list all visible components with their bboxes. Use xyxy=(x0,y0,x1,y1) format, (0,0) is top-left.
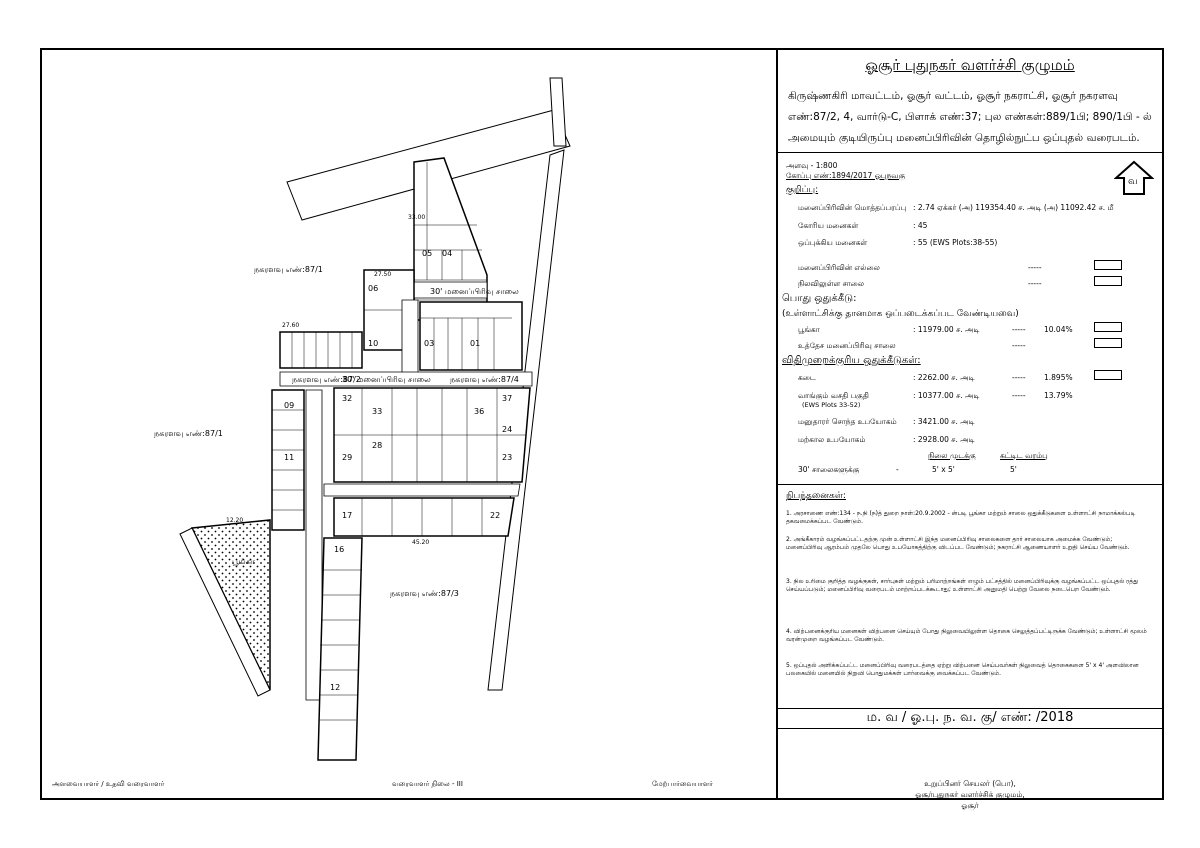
approved-plots-label: ஒப்புக்கிய மனைகள் xyxy=(798,238,868,247)
notes-heading: குறிப்பு: xyxy=(786,185,819,195)
splay-row-dash: - xyxy=(896,465,899,474)
layout-map-drawing xyxy=(42,50,776,798)
survey-label-87-4: நகரளவு எண்:87/4 xyxy=(450,375,519,384)
left-small-block xyxy=(280,332,362,368)
plot-number: 16 xyxy=(334,545,345,554)
approved-plots-value: : 55 (EWS Plots:38-55) xyxy=(913,238,998,247)
other-use-label: மற்கால உபயோகம் xyxy=(798,435,866,444)
info-panel xyxy=(778,50,1162,810)
plot-number: 33 xyxy=(372,407,383,416)
condition-item: 1. அரசாணை எண்:134 - ந.நி (ந)த் துறை நாள்:20.9.2002 - ன்படி பூங்கா மற்றும் சாலை ஒதுக்கீடுகளை உள்ளாட்சி நாமாக்கல்படி தகவமைக்கப்பட வேண்டும். xyxy=(786,510,1136,525)
legend-road-dash: ----- xyxy=(1028,279,1042,288)
plot-number: 24 xyxy=(502,425,513,434)
plot-number: 17 xyxy=(342,511,353,520)
shop-block xyxy=(420,302,522,370)
signature-line: ஓசூர் xyxy=(961,801,979,810)
signature-draftsman: வரைவாளர் நிலை - III xyxy=(392,780,463,788)
proposed-road-label: உத்தேச மனைப்பிரிவு சாலை xyxy=(798,341,896,350)
proposed-plots-value: : 45 xyxy=(913,221,928,230)
signature-line: ஓசூர்புதுநகர் வளர்ச்சிக் குழுமம், xyxy=(915,790,1025,799)
park-row-value: : 11979.00 ச. அடி xyxy=(913,325,980,334)
park-row-pct: 10.04% xyxy=(1044,325,1073,334)
subtitle-line: அமையும் குடியிருப்பு மனைப்பிரிவின் தொழில்நுட்ப ஒப்புதல் வரைபடம். xyxy=(788,132,1140,144)
legend-road-label: நிலவிலுள்ள சாலை xyxy=(798,279,865,288)
proposed-road-dash: ----- xyxy=(1012,341,1026,350)
legend-boundary-label: மனைப்பிரிவின் எல்லை xyxy=(798,263,880,272)
legend-road-box xyxy=(1094,276,1122,286)
scale-text: அளவு - 1:800 xyxy=(786,161,838,170)
splay-row-label: 30' சாலைகளுக்கு xyxy=(798,465,860,474)
lower-block xyxy=(334,498,514,536)
conditions-heading: நிபந்தனைகள்: xyxy=(786,491,846,501)
signature-line: உறுப்பினர் செயலர் (பொ), xyxy=(924,779,1016,788)
plot-number: 37 xyxy=(502,394,513,403)
plot-number: 28 xyxy=(372,441,383,450)
dimension-label: 12.20 xyxy=(226,517,244,524)
panel-header xyxy=(778,50,1162,153)
dimension-label: 45.20 xyxy=(412,539,430,546)
dimension-label: 33.00 xyxy=(408,214,426,221)
condition-item: 2. அங்கீகாரம் வழங்கப்பட்டதற்கு முன் உள்ளாட்சி இந்த மனைப்பிரிவு சாலைகளை தார் சாலையாக அமைக்க வேண்டும்; மனைப்பிரிவு ஆரம்பம் முதலே பொது உபயோகத்திற்கு விடப்பட வேண்டும்; நகராட்சி ஆணையாளர் உறுதி செய்ய வேண்டும். xyxy=(786,536,1130,551)
shop-pct: 1.895% xyxy=(1044,373,1073,382)
plot-number: 32 xyxy=(342,394,353,403)
ews-label: வாங்கும் வசதி பகுதி xyxy=(798,391,869,400)
legend-boundary-dash: ----- xyxy=(1028,263,1042,272)
dimension-label: 27.60 xyxy=(282,322,300,329)
road-label-upper: 30' மனைப்பிரிவு சாலை xyxy=(430,287,519,296)
panel-subtitle xyxy=(788,86,1158,149)
road-label-middle: 30' மனைப்பிரிவு சாலை xyxy=(342,375,431,384)
signature-surveyor: அளவையாளர் / உதவி வரைவாளர் xyxy=(52,780,165,788)
plot-number: 23 xyxy=(502,453,513,462)
survey-label-87-1-top: நகரளவு எண்:87/1 xyxy=(254,265,323,274)
signature-supervisor: மேற்பார்வையாளர் xyxy=(652,780,713,788)
area-label: மனைப்பிரிவின் மொத்தப்பரப்பு xyxy=(798,203,907,212)
plot-number: 36 xyxy=(474,407,485,416)
legend-boundary-box xyxy=(1094,260,1122,270)
file-number: கோப்பு எண்:1894/2017 ஓபுநவகு xyxy=(786,171,906,180)
shop-label: கடை xyxy=(798,373,816,382)
allocation-section xyxy=(778,152,1162,485)
north-symbol: வ xyxy=(1128,176,1138,187)
owner-use-label: மனுதாரர் சொந்த உபயோகம் xyxy=(798,417,897,426)
condition-item: 5. ஒப்புதல் அளிக்கப்பட்ட மனைப்பிரிவு வரைபடத்தை ஏற்று விற்பனை செய்பவர்கள் நிலுவைத் தொகைகளை 5' x 4' அளவிலான பலகையில் மனையில் நிறுவி பொதுமக்கள் பார்வைக்கு வைக்கப்பட வேண்டும். xyxy=(786,662,1139,677)
plot-number: 03 xyxy=(424,339,435,348)
condition-item: 3. நில உரிமை குறித்த வழக்குகள், சார்புகள் மற்றும் பரிமாற்றங்கள் எழும் பட்சத்தில் மனைப்பிரிவுக்கு வழங்கப்பட்ட ஒப்புதல் ரத்து செய்யப்படும்; மனைப்பிரிவு வரைபடம் மாற்றப்படக்கூடாது; உள்ளாட்சி அனுமதி பெற்று வேலை நடைபெற வேண்டும். xyxy=(786,578,1139,593)
ews-pct: 13.79% xyxy=(1044,391,1073,400)
shop-value: : 2262.00 ச. அடி xyxy=(913,373,975,382)
park-row-dash: ----- xyxy=(1012,325,1026,334)
area-value: : 2.74 ஏக்கர் (அ) 119354.40 ச. அடி (அ) 11092.42 ச. மீ xyxy=(913,203,1114,212)
ews-value: : 10377.00 ச. அடி xyxy=(913,391,980,400)
local-body-heading: (உள்ளாட்சிக்கு தானமாக ஒப்படைக்கப்பட வேண்டியவை) xyxy=(782,309,1019,319)
splay-value-2: 5' xyxy=(1010,465,1017,474)
layout-map xyxy=(42,50,778,798)
survey-label-87-3: நகரளவு எண்:87/3 xyxy=(390,589,459,598)
plot-number: 29 xyxy=(342,453,353,462)
drawing-frame xyxy=(40,48,1164,810)
panel-title: ஓசூர் புதுநகர் வளர்ச்சி குழுமம் xyxy=(865,56,1075,74)
park-row-box xyxy=(1094,322,1122,332)
ews-dash: ----- xyxy=(1012,391,1026,400)
plot-number: 01 xyxy=(470,339,481,348)
park-area xyxy=(192,517,270,690)
splay-col2: கட்டிட வரம்பு xyxy=(1000,451,1048,460)
member-secretary-signature xyxy=(778,778,1162,811)
plot-number: 06 xyxy=(368,284,379,293)
splay-col1: நிலை முடக்கு xyxy=(928,451,976,460)
rules-heading: விதிமுறைக்குரிய ஒதுக்கீடுகள்: xyxy=(782,355,921,366)
owner-use-value: : 3421.00 ச. அடி xyxy=(913,417,975,426)
subtitle-line: கிருஷ்ணகிரி மாவட்டம், ஓசூர் வட்டம், ஓசூர் நகராட்சி, ஓசூர் நகரளவு xyxy=(788,90,1118,102)
ews-sub: (EWS Plots 33-52) xyxy=(802,401,861,409)
splay-value-1: 5' x 5' xyxy=(932,465,955,474)
plot-number: 12 xyxy=(330,683,341,692)
shop-box xyxy=(1094,370,1122,380)
plot-number: 05 xyxy=(422,249,433,258)
subtitle-line: எண்:87/2, 4, வார்டு-C, பிளாக் எண்:37; புல எண்கள்:889/1பி; 890/1பி - ல் xyxy=(788,111,1152,123)
reference-number: ம. வ / ஓ.பு. ந. வ. கு/ எண்: /2018 xyxy=(778,708,1162,729)
park-label: பூங்கா xyxy=(232,557,256,566)
public-heading: பொது ஒதுக்கீடு: xyxy=(782,293,857,304)
plot-number: 11 xyxy=(284,453,295,462)
survey-label-87-2: நகரளவு எண்:87/2 xyxy=(292,375,361,384)
shop-dash: ----- xyxy=(1012,373,1026,382)
condition-item: 4. விற்பனைக்குரிய மனைகள் விற்பனை செய்யும் போது நிலுவையிலுள்ள தொகை செலுத்தப்பட்டிருக்க வேண்டும்; உள்ளாட்சி மூலம் வரன்முறை வழங்கப்பட வேண்டும். xyxy=(786,628,1147,643)
plot-number: 10 xyxy=(368,339,379,348)
plot-number: 22 xyxy=(490,511,501,520)
survey-label-87-1-left: நகரளவு எண்:87/1 xyxy=(154,429,223,438)
park-row-label: பூங்கா xyxy=(798,325,820,334)
conditions-section xyxy=(778,484,1162,709)
proposed-plots-label: கோரிய மனைகள் xyxy=(798,221,859,230)
other-use-value: : 2928.00 ச. அடி xyxy=(913,435,975,444)
plot-number: 09 xyxy=(284,401,295,410)
dimension-label: 27.50 xyxy=(374,271,392,278)
proposed-road-box xyxy=(1094,338,1122,348)
plot-number: 04 xyxy=(442,249,453,258)
south-block xyxy=(318,538,362,760)
